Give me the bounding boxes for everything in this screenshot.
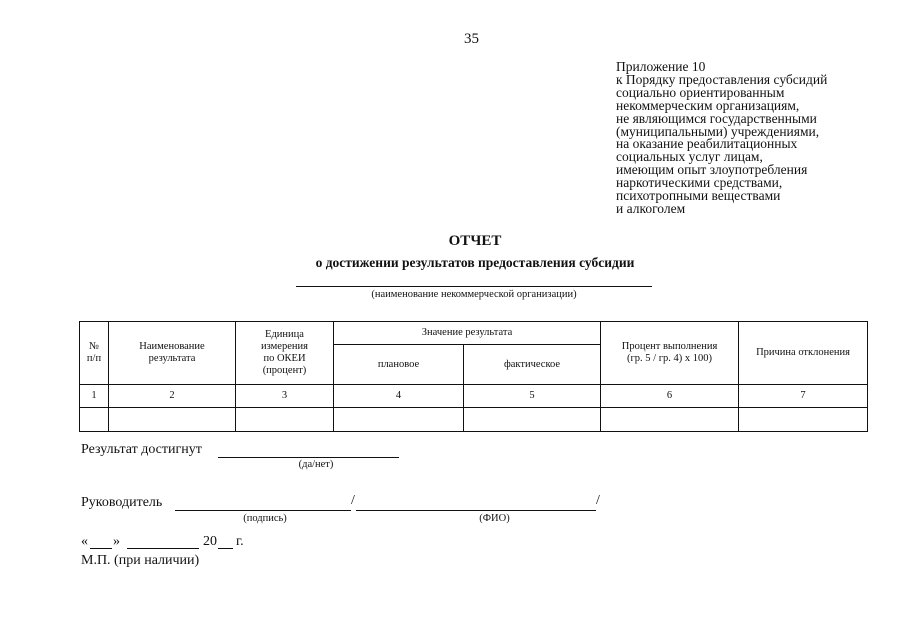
signature-line[interactable] — [175, 510, 351, 511]
date-open-quote: « — [81, 534, 88, 549]
header-planned: плановое — [334, 345, 464, 385]
signature-caption: (подпись) — [243, 513, 287, 524]
result-caption: (да/нет) — [298, 459, 334, 470]
month-line[interactable] — [127, 548, 199, 549]
appendix-line: социальных услуг лицам, — [616, 149, 763, 165]
column-number: 4 — [334, 385, 464, 408]
header-value-group: Значение результата — [334, 322, 601, 345]
empty-cell[interactable] — [464, 408, 601, 432]
header-num: № п/п — [80, 322, 109, 385]
table-row — [80, 408, 868, 432]
column-number: 2 — [109, 385, 236, 408]
header-reason: Причина отклонения — [739, 322, 868, 385]
appendix-line: к Порядку предоставления субсидий — [616, 71, 828, 87]
empty-cell[interactable] — [601, 408, 739, 432]
appendix-line: психотропными веществами — [616, 188, 781, 204]
column-number-row — [80, 385, 868, 408]
empty-cell[interactable] — [80, 408, 109, 432]
column-number: 5 — [464, 385, 601, 408]
empty-cell[interactable] — [739, 408, 868, 432]
result-line[interactable] — [218, 457, 399, 458]
appendix-line: имеющим опыт злоупотребления — [616, 162, 808, 178]
empty-cell[interactable] — [334, 408, 464, 432]
appendix-line: некоммерческим организациям, — [616, 97, 800, 113]
column-number: 6 — [601, 385, 739, 408]
header-actual: фактическое — [464, 345, 601, 385]
slash: / — [596, 493, 600, 508]
header-unit: Единица измерения по ОКЕИ (процент) — [236, 322, 334, 385]
appendix-line: наркотическими средствами, — [616, 175, 783, 191]
empty-cell[interactable] — [109, 408, 236, 432]
column-number: 7 — [739, 385, 868, 408]
appendix-line: Приложение 10 — [616, 59, 706, 74]
org-name-caption: (наименование некоммерческой организации) — [371, 289, 577, 300]
appendix-block — [616, 61, 827, 216]
org-name-line[interactable] — [296, 286, 652, 287]
column-number: 1 — [80, 385, 109, 408]
year-line[interactable] — [218, 548, 233, 549]
result-label: Результат достигнут — [81, 442, 202, 457]
report-title: ОТЧЕТ — [448, 233, 502, 249]
appendix-line: (муниципальными) учреждениями, — [616, 123, 820, 139]
appendix-line: социально ориентированным — [616, 84, 785, 100]
appendix-line: и алкоголем — [616, 200, 686, 216]
slash: / — [351, 493, 355, 508]
fio-caption: (ФИО) — [479, 513, 510, 524]
fio-line[interactable] — [356, 510, 596, 511]
header-name: Наименование результата — [109, 322, 236, 385]
appendix-line: на оказание реабилитационных — [616, 136, 798, 152]
results-table — [79, 321, 868, 432]
column-number: 3 — [236, 385, 334, 408]
header-percent: Процент выполнения (гр. 5 / гр. 4) x 100) — [601, 322, 739, 385]
appendix-line: не являющимся государственными — [616, 110, 817, 126]
day-line[interactable] — [90, 548, 112, 549]
year-prefix: 20 — [203, 534, 217, 549]
head-label: Руководитель — [81, 495, 163, 510]
date-close-quote: » — [113, 534, 120, 549]
report-subtitle: о достижении результатов предоставления субсидии — [315, 255, 635, 270]
stamp-note: М.П. (при наличии) — [81, 553, 200, 568]
empty-cell[interactable] — [236, 408, 334, 432]
year-suffix: г. — [236, 534, 244, 549]
page-number: 35 — [464, 31, 479, 47]
